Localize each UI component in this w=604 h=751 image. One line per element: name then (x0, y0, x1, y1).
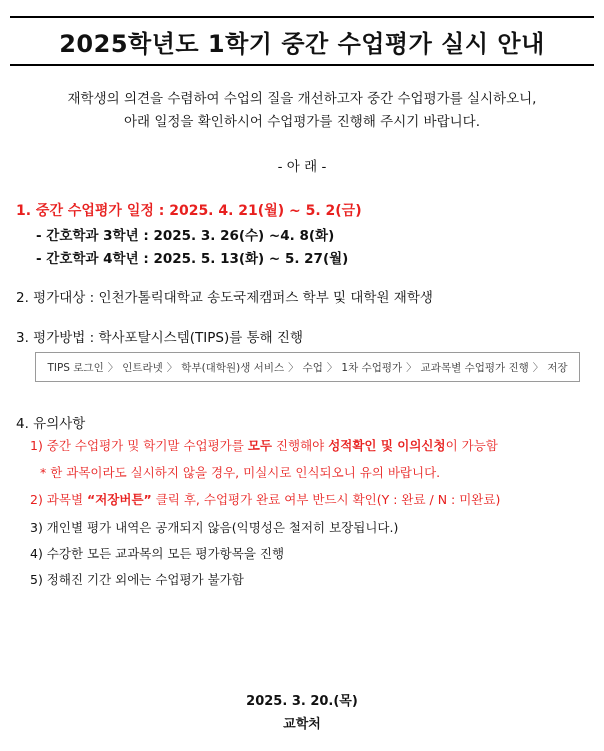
section2-heading: 2. 평가대상 : 인천가톨릭대학교 송도국제캠퍼스 학부 및 대학원 재학생 (16, 290, 433, 306)
section1-item-nursing-4: - 간호학과 4학년 : 2025. 5. 13(화) ~ 5. 27(월) (36, 251, 349, 267)
notice-4: 4) 수강한 모든 교과목의 모든 평가항목을 진행 (30, 546, 285, 561)
path-step-course: 수업 (302, 361, 323, 374)
notice-3: 3) 개인별 평가 내역은 공개되지 않음(익명성은 철저히 보장됩니다.) (30, 520, 399, 535)
section1-item-nursing-3: - 간호학과 3학년 : 2025. 3. 26(수) ~4. 8(화) (36, 228, 335, 244)
path-step-student-service: 학부(대학원)생 서비스 (181, 361, 285, 374)
below-label: - 아 래 - (277, 159, 327, 175)
notice-2: 2) 과목별 “저장버튼” 클릭 후, 수업평가 완료 여부 반드시 확인(Y : 완료 / N : 미완료) (30, 492, 501, 507)
section1-heading: 1. 중간 수업평가 일정 : 2025. 4. 21(월) ~ 5. 2(금) (16, 203, 362, 219)
path-step-course-evaluation: 교과목별 수업평가 진행 (420, 361, 529, 374)
path-separator: 〉 (166, 361, 178, 374)
section4-heading: 4. 유의사항 (16, 416, 86, 432)
path-step-intranet: 인트라넷 (122, 361, 163, 374)
section3-heading: 3. 평가방법 : 학사포탈시스템(TIPS)를 통해 진행 (16, 330, 304, 346)
notice-5: 5) 정해진 기간 외에는 수업평가 불가함 (30, 572, 244, 587)
path-step-save: 저장 (547, 361, 568, 374)
path-step-first-evaluation: 1차 수업평가 (341, 361, 403, 374)
notice-1-sub: * 한 과목이라도 실시하지 않을 경우, 미실시로 인식되오니 유의 바랍니다. (40, 465, 441, 480)
notice-1: 1) 중간 수업평가 및 학기말 수업평가를 모두 진행해야 성적확인 및 이의신청이 가능함 (30, 438, 498, 453)
intro-line-2: 아래 일정을 확인하시어 수업평가를 진행해 주시기 바랍니다. (123, 114, 481, 130)
path-step-login: TIPS 로그인 (47, 361, 104, 374)
path-separator: 〉 (406, 361, 417, 374)
page-title: 2025학년도 1학기 중간 수업평가 실시 안내 (10, 16, 594, 66)
intro-line-1: 재학생의 의견을 수렴하여 수업의 질을 개선하고자 중간 수업평가를 실시하오니, (67, 91, 537, 107)
path-separator: 〉 (288, 361, 299, 374)
footer-office: 교학처 (283, 717, 321, 732)
tips-path-box (35, 352, 580, 382)
path-separator: 〉 (326, 361, 338, 374)
path-separator: 〉 (532, 361, 544, 374)
path-separator: 〉 (107, 361, 119, 374)
footer-date: 2025. 3. 20.(목) (246, 694, 358, 709)
